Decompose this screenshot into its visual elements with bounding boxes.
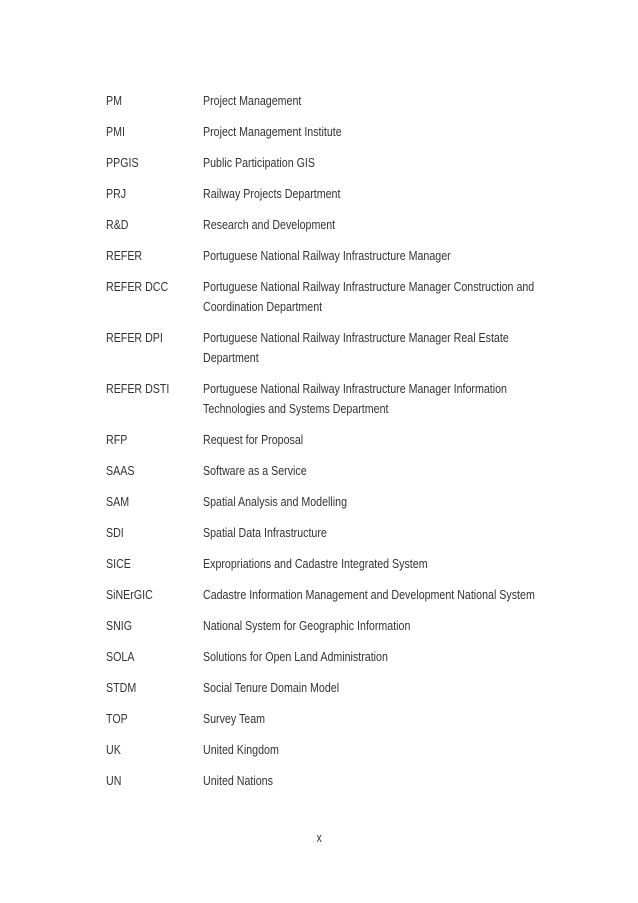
abbreviation-term-cell: [106, 616, 203, 636]
abbreviation-definition: [203, 616, 456, 636]
abbreviation-definition: [203, 554, 477, 574]
definition-line: [203, 348, 576, 368]
definition-line: [203, 246, 505, 266]
definition-text: Solutions for Open Land Administration: [203, 649, 388, 664]
abbreviation-definition: [203, 678, 369, 698]
definition-line: [203, 771, 288, 791]
abbreviation-definition: [203, 709, 279, 729]
definition-text: Spatial Data Infrastructure: [203, 525, 327, 540]
abbreviation-term: STDM: [106, 680, 137, 695]
abbreviation-definition: [203, 523, 354, 543]
definition-line: [203, 379, 574, 399]
abbreviation-term-cell: [106, 328, 203, 348]
abbreviation-entry: [106, 554, 608, 574]
abbreviation-definition: [203, 430, 325, 450]
abbreviation-definition: [203, 492, 379, 512]
abbreviation-term-cell: [106, 678, 203, 698]
definition-text: Department: [203, 350, 259, 365]
definition-text: Social Tenure Domain Model: [203, 680, 340, 695]
definition-line: [203, 492, 379, 512]
abbreviation-term: SICE: [106, 556, 131, 571]
abbreviation-definition: [203, 153, 340, 173]
abbreviation-entry: [106, 153, 608, 173]
abbreviation-term-cell: [106, 91, 203, 111]
abbreviation-entry: [106, 678, 608, 698]
definition-line: [203, 184, 371, 204]
abbreviation-entry: [106, 461, 608, 481]
definition-text: United Kingdom: [203, 742, 279, 757]
definition-line: [203, 709, 279, 729]
abbreviation-term: PPGIS: [106, 155, 139, 170]
abbreviation-term-cell: [106, 277, 203, 297]
definition-text: Cadastre Information Management and Development National System: [203, 587, 535, 602]
abbreviation-entry: [106, 647, 608, 667]
definition-text: Portuguese National Railway Infrastructure Manager Information: [203, 381, 507, 396]
definition-line: [203, 430, 325, 450]
abbreviation-term: UN: [106, 773, 122, 788]
abbreviation-term-cell: [106, 184, 203, 204]
abbreviation-term-cell: [106, 215, 203, 235]
abbreviation-definition: [203, 277, 607, 317]
definition-text: Railway Projects Department: [203, 186, 341, 201]
abbreviation-term-cell: [106, 647, 203, 667]
abbreviation-term: PMI: [106, 124, 125, 139]
abbreviation-entry: [106, 246, 608, 266]
abbreviation-entry: [106, 184, 608, 204]
definition-line: [203, 153, 340, 173]
abbreviation-entry: [106, 91, 608, 111]
definition-line: [203, 523, 354, 543]
definition-text: Project Management: [203, 93, 302, 108]
abbreviation-definition: [203, 771, 288, 791]
definition-line: [203, 297, 607, 317]
abbreviation-definition: [203, 246, 505, 266]
abbreviation-definition: [203, 122, 372, 142]
abbreviation-term: REFER DSTI: [106, 381, 170, 396]
definition-text: Spatial Analysis and Modelling: [203, 494, 347, 509]
abbreviation-term: SAM: [106, 494, 130, 509]
definition-line: [203, 585, 608, 605]
definition-text: Software as a Service: [203, 463, 307, 478]
abbreviation-term-cell: [106, 554, 203, 574]
definition-text: Portuguese National Railway Infrastructure Manager: [203, 248, 451, 263]
definition-text: Coordination Department: [203, 299, 323, 314]
definition-line: [203, 554, 477, 574]
definition-line: [203, 328, 576, 348]
definition-text: Request for Proposal: [203, 432, 304, 447]
abbreviation-entry: [106, 709, 608, 729]
abbreviation-term-cell: [106, 523, 203, 543]
definition-line: [203, 399, 574, 419]
abbreviation-term: SAAS: [106, 463, 135, 478]
abbreviation-term: TOP: [106, 711, 128, 726]
abbreviation-definition: [203, 379, 574, 419]
abbreviation-term: PRJ: [106, 186, 127, 201]
page-footer: [0, 828, 638, 848]
definition-line: [203, 678, 369, 698]
definition-line: [203, 91, 323, 111]
abbreviation-entry: [106, 740, 608, 760]
abbreviation-term: REFER: [106, 248, 143, 263]
definition-line: [203, 277, 607, 297]
definition-text: Portuguese National Railway Infrastructure Manager Real Estate: [203, 330, 509, 345]
abbreviation-term: REFER DCC: [106, 279, 169, 294]
abbreviation-definition: [203, 184, 371, 204]
abbreviation-entry: [106, 523, 608, 543]
abbreviation-definition: [203, 215, 364, 235]
abbreviation-list: [106, 91, 608, 802]
abbreviation-term-cell: [106, 430, 203, 450]
abbreviation-term-cell: [106, 492, 203, 512]
abbreviation-entry: [106, 585, 608, 605]
abbreviation-term: REFER DPI: [106, 330, 163, 345]
abbreviation-term: SNIG: [106, 618, 133, 633]
abbreviation-definition: [203, 461, 329, 481]
definition-line: [203, 740, 296, 760]
abbreviation-term-cell: [106, 585, 203, 605]
abbreviation-entry: [106, 122, 608, 142]
abbreviation-entry: [106, 492, 608, 512]
definition-line: [203, 122, 372, 142]
abbreviation-term-cell: [106, 771, 203, 791]
abbreviation-term: SiNErGIC: [106, 587, 153, 602]
abbreviation-entry: [106, 328, 608, 368]
definition-text: Research and Development: [203, 217, 336, 232]
page-number: x: [316, 831, 322, 845]
definition-line: [203, 215, 364, 235]
abbreviation-term: PM: [106, 93, 122, 108]
abbreviation-term-cell: [106, 246, 203, 266]
abbreviation-term-cell: [106, 122, 203, 142]
abbreviation-entry: [106, 430, 608, 450]
abbreviation-entry: [106, 616, 608, 636]
abbreviation-term-cell: [106, 379, 203, 399]
abbreviation-term: SOLA: [106, 649, 135, 664]
abbreviation-term-cell: [106, 153, 203, 173]
abbreviation-definition: [203, 328, 576, 368]
definition-text: Project Management Institute: [203, 124, 342, 139]
abbreviation-term: UK: [106, 742, 121, 757]
abbreviation-definition: [203, 91, 323, 111]
definition-text: Technologies and Systems Department: [203, 401, 389, 416]
definition-text: Public Participation GIS: [203, 155, 315, 170]
definition-text: Expropriations and Cadastre Integrated System: [203, 556, 428, 571]
definition-text: Survey Team: [203, 711, 266, 726]
abbreviation-entry: [106, 379, 608, 419]
abbreviation-definition: [203, 740, 296, 760]
abbreviation-definition: [203, 585, 608, 605]
definition-text: Portuguese National Railway Infrastructure Manager Construction and: [203, 279, 535, 294]
abbreviation-term-cell: [106, 709, 203, 729]
abbreviation-term-cell: [106, 740, 203, 760]
abbreviation-term-cell: [106, 461, 203, 481]
abbreviation-entry: [106, 277, 608, 317]
abbreviation-term: SDI: [106, 525, 124, 540]
abbreviation-entry: [106, 215, 608, 235]
abbreviation-term: R&D: [106, 217, 129, 232]
definition-line: [203, 647, 428, 667]
definition-line: [203, 616, 456, 636]
definition-line: [203, 461, 329, 481]
definition-text: National System for Geographic Information: [203, 618, 411, 633]
abbreviation-term: RFP: [106, 432, 128, 447]
abbreviation-entry: [106, 771, 608, 791]
abbreviation-definition: [203, 647, 428, 667]
definition-text: United Nations: [203, 773, 273, 788]
